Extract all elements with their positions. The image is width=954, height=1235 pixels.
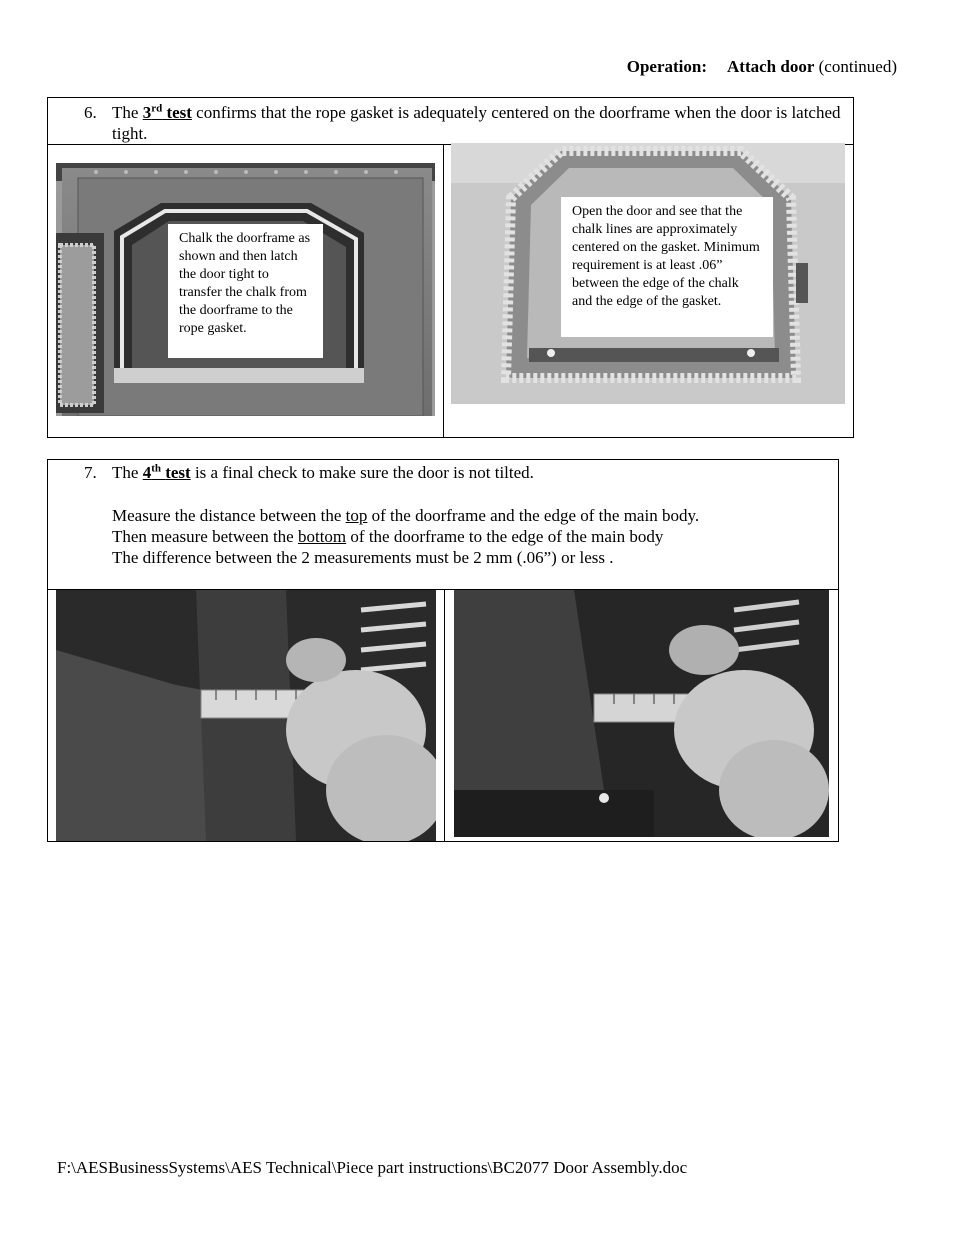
document-path-footer: F:\AESBusinessSystems\AES Technical\Piece part instructions\BC2077 Door Assembly.doc <box>57 1158 688 1177</box>
step6-prefix: The <box>112 103 139 122</box>
step7-top-word: top <box>345 506 368 525</box>
ruler-top-measure-photo <box>56 590 436 841</box>
step6-description <box>112 102 845 144</box>
step7-description <box>112 462 830 568</box>
step7-bottom-word: bottom <box>297 527 347 546</box>
operation-label: Operation: <box>626 57 708 76</box>
step7-line3: The difference between the 2 measurements must be 2 mm (.06”) or less . <box>112 548 614 567</box>
step7-ordinal: 4 <box>142 463 152 482</box>
operation-title: Attach door <box>727 57 815 76</box>
step6-photo-divider <box>443 144 444 438</box>
step7-text: is a final check to make sure the door is not tilted. <box>194 463 534 482</box>
step7-line2: Then measure between the bottom of the doorframe to the edge of the main body <box>112 527 664 546</box>
ruler-bottom-measure-photo <box>454 590 829 837</box>
step6-test-label <box>143 103 192 122</box>
step6-callout-left: Chalk the doorframe as shown and then latch the door tight to transfer the chalk from the doorframe to the rope gasket. <box>168 224 323 358</box>
step6-text-box <box>47 97 854 145</box>
step7-text-box <box>47 459 839 590</box>
step7-prefix: The <box>112 463 139 482</box>
step6-ordinal-suffix: rd <box>151 102 163 115</box>
step6-callout-right: Open the door and see that the chalk lines are approximately centered on the gasket. Minimum requirement is at least .06” between the edge of the chalk and the edge of the gasket. <box>561 197 773 337</box>
operation-suffix: (continued) <box>818 57 897 76</box>
step7-ordinal-suffix: th <box>151 462 161 475</box>
step6-test-word: test <box>166 103 192 122</box>
step6-ordinal: 3 <box>142 103 152 122</box>
step7-photo-divider <box>444 589 445 842</box>
operation-header <box>627 57 897 77</box>
step7-test-label <box>143 463 191 482</box>
step6-number: 6. <box>84 103 97 122</box>
step7-number: 7. <box>84 463 97 482</box>
step7-line1: Measure the distance between the top of the doorframe and the edge of the main body. <box>112 506 700 525</box>
step6-text: confirms that the rope gasket is adequately centered on the doorframe when the door is latched tight. <box>112 103 841 143</box>
step7-test-word: test <box>165 463 191 482</box>
